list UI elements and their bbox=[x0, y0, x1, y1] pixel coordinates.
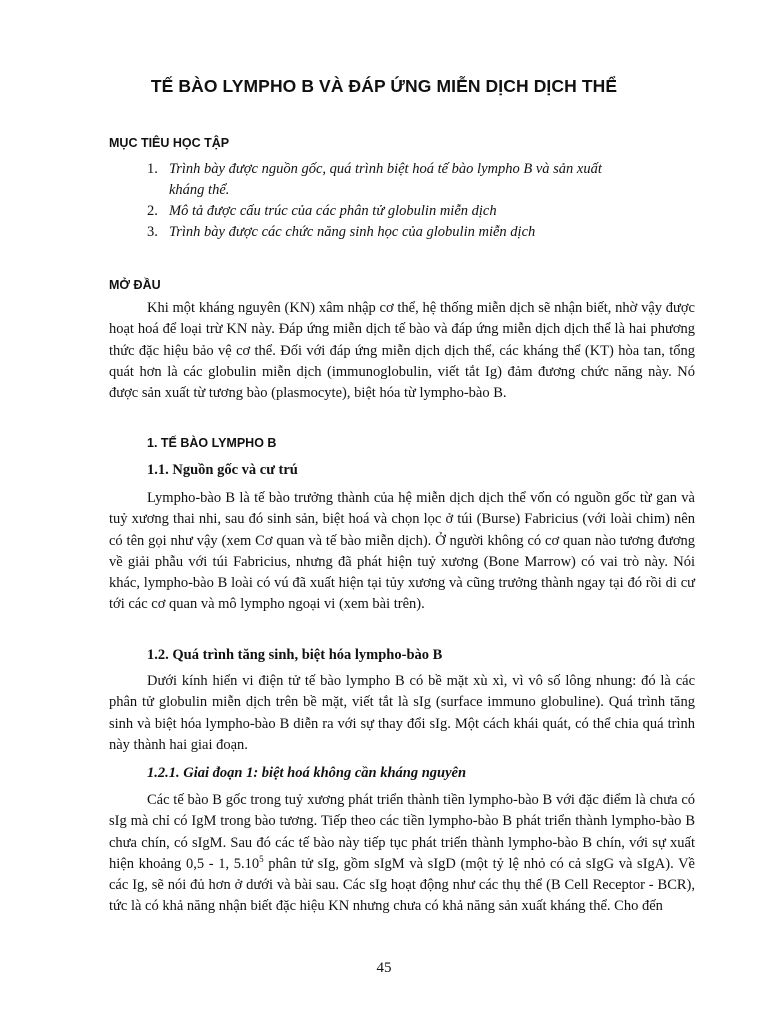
subsection-1-2-1-heading: 1.2.1. Giai đoạn 1: biệt hoá không cần kháng nguyên bbox=[147, 765, 467, 781]
intro-paragraph: Khi một kháng nguyên (KN) xâm nhập cơ thể, hệ thống miễn dịch sẽ nhận biết, nhờ vậy được hoạt hoá để loại trừ KN này. Đáp ứng miễn dịch tế bào và đáp ứng miễn dịch dịch thể là hai phương thức đặc hiệu bảo vệ cơ thể. Đối với đáp ứng miễn dịch dịch thể, các kháng thể (KT) hòa tan, tổng quát hơn là các globulin miễn dịch (immunoglobulin, viết tắt Ig) đảm đương chức năng này. Nó được sản xuất từ tương bào (plasmocyte), biệt hóa từ lympho-bào B. bbox=[109, 300, 695, 402]
subsection-1-2-heading: 1.2. Quá trình tăng sinh, biệt hóa lympho-bào B bbox=[147, 647, 443, 663]
objective-text: Mô tả được cấu trúc của các phân tử globulin miễn dịch bbox=[169, 203, 497, 219]
subsection-1-2-1-paragraph bbox=[109, 790, 695, 918]
objective-item bbox=[147, 201, 695, 222]
subsection-1-1-paragraph: Lympho-bào B là tế bào trưởng thành của hệ miễn dịch dịch thể vốn có nguồn gốc từ gan và tuỷ xương thai nhi, sau đó sinh sản, biệt hoá và chọn lọc ở túi (Burse) Fabricius (với loài chim) nên có tên gọi như vậy (xem Cơ quan và tế bào miễn dịch). Ở người không có cơ quan nào tương đương về giải phẫu với túi Fabricius, nhưng đã phát hiện tuỷ xương (Bone Marrow) có vai trò này. Nói khác, lympho-bào B loài có vú đã xuất hiện tại tủy xương và cũng trưởng thành ngay tại đó rồi di cư tới các cơ quan và mô lympho ngoại vi (xem bài trên). bbox=[109, 490, 695, 613]
paragraph-text-continued: phân tử sIg, gồm sIgM và sIgD (một tỷ lệ nhỏ có cả sIgG và sIgA). Về các Ig, sẽ nói đủ hơn ở dưới và bài sau. Các sIg hoạt động như các thụ thể (B Cell Receptor - BCR), tức là có khả năng nhận biết đặc hiệu KN nhưng chưa có khả năng sản xuất kháng thể. Cho đến bbox=[109, 855, 695, 915]
objective-number: 1. bbox=[147, 161, 158, 177]
objective-number: 2. bbox=[147, 203, 158, 219]
objective-text-continued: kháng thể. bbox=[169, 182, 230, 198]
objective-text: Trình bày được các chức năng sinh học của globulin miễn dịch bbox=[169, 224, 536, 240]
subsection-1-1-heading: 1.1. Nguồn gốc và cư trú bbox=[147, 462, 298, 478]
objective-text: Trình bày được nguồn gốc, quá trình biệt hoá tế bào lympho B và sản xuất bbox=[169, 161, 602, 177]
intro-heading: MỞ ĐẦU bbox=[109, 278, 161, 292]
subsection-1-2-paragraph: Dưới kính hiển vi điện tử tế bào lympho B có bề mặt xù xì, vì vô số lông nhung: đó là các phân tử globulin miễn dịch trên bề mặt, viết tắt là sIg (surface immuno globuline). Quá trình tăng sinh và biệt hóa lympho-bào B diễn ra với sự thay đổi sIg. Một cách khái quát, có thể chia quá trình này thành hai giai đoạn. bbox=[109, 673, 695, 753]
objective-item bbox=[147, 222, 695, 243]
exponent: 5 bbox=[259, 854, 264, 865]
paragraph-text: Các tế bào B gốc trong tuỷ xương phát triển thành tiền lympho-bào B với đặc điểm là chưa có sIg mà chỉ có IgM trong bào tương. Tiếp theo các tiền lympho-bào B phát triển thành lympho-bào B chưa chín, có sIgM. Sau đó các tế bào này tiếp tục phát triển thành lympho-bào B chín, với sự xuất hiện khoảng 0,5 - 1, 5.10 bbox=[109, 792, 695, 872]
section-1-heading: 1. TẾ BÀO LYMPHO B bbox=[147, 436, 277, 450]
objective-number: 3. bbox=[147, 224, 158, 240]
objectives-list bbox=[147, 159, 695, 243]
objectives-heading: MỤC TIÊU HỌC TẬP bbox=[109, 136, 230, 150]
page-number: 45 bbox=[376, 960, 392, 976]
page-title: TẾ BÀO LYMPHO B VÀ ĐÁP ỨNG MIỄN DỊCH DỊCH THỂ bbox=[150, 76, 618, 96]
objective-item bbox=[147, 159, 695, 201]
